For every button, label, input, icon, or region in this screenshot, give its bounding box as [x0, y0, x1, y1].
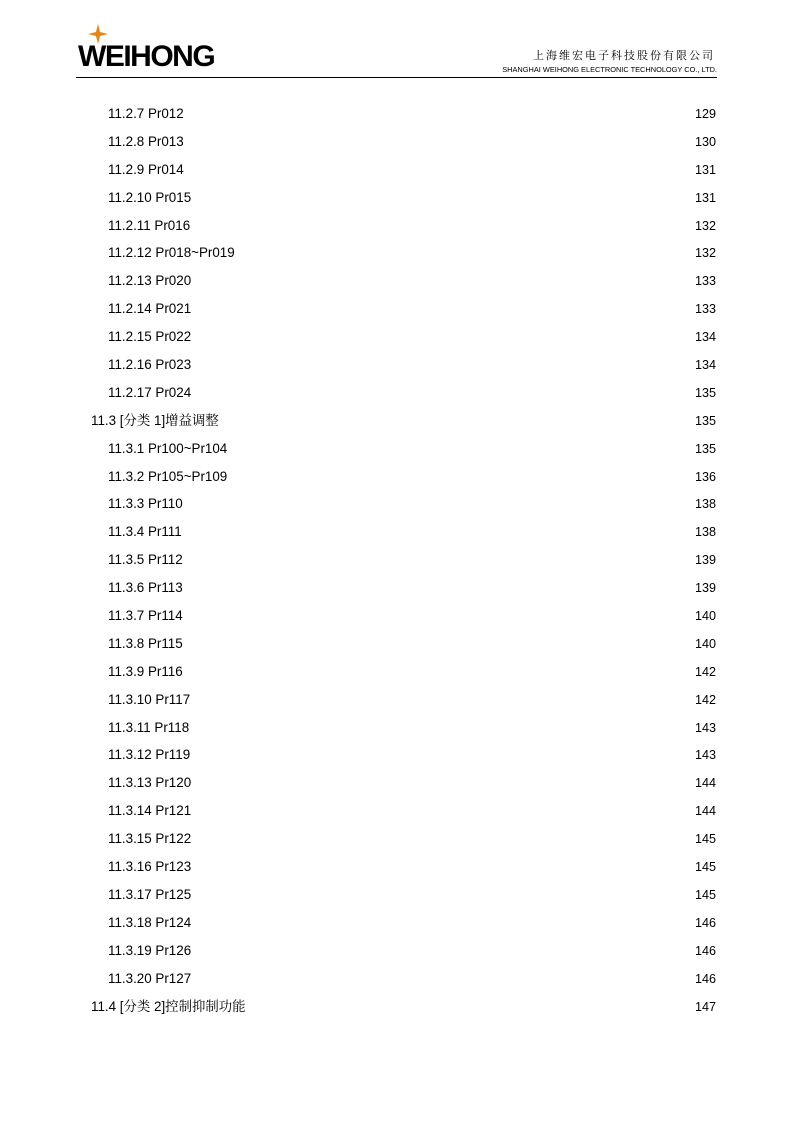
- toc-page-number: 146: [694, 971, 716, 986]
- toc-entry[interactable]: [0, 546, 793, 574]
- toc-dot-leader: [191, 703, 694, 704]
- toc-entry[interactable]: [0, 602, 793, 630]
- toc-entry-title: 11.3.12 Pr119: [108, 747, 191, 763]
- toc-entry[interactable]: [0, 267, 793, 295]
- toc-entry[interactable]: [0, 212, 793, 240]
- toc-entry[interactable]: [0, 686, 793, 714]
- toc-page-number: 144: [694, 804, 716, 819]
- toc-dot-leader: [184, 563, 694, 564]
- toc-entry-title: 11.3.5 Pr112: [108, 552, 183, 568]
- toc-dot-leader: [220, 424, 694, 425]
- toc-dot-leader: [184, 675, 694, 676]
- toc-page-number: 138: [694, 497, 716, 512]
- toc-dot-leader: [192, 284, 694, 285]
- toc-entry-title: 11.3.2 Pr105~Pr109: [108, 468, 228, 484]
- toc-page-number: 139: [694, 581, 716, 596]
- toc-entry[interactable]: [0, 407, 793, 435]
- toc-dot-leader: [192, 201, 694, 202]
- logo-text: WEIHONG: [78, 40, 215, 73]
- toc-entry[interactable]: [0, 825, 793, 853]
- company-name-en: SHANGHAI WEIHONG ELECTRONIC TECHNOLOGY CO., LTD.: [502, 65, 717, 74]
- toc-page-number: 145: [694, 832, 716, 847]
- toc-entry[interactable]: [0, 100, 793, 128]
- toc-entry-title: 11.3.6 Pr113: [108, 580, 183, 596]
- toc-dot-leader: [191, 758, 694, 759]
- toc-page-number: 132: [694, 246, 716, 261]
- toc-page-number: 145: [694, 860, 716, 875]
- toc-entry[interactable]: [0, 993, 793, 1021]
- toc-page-number: 133: [694, 302, 716, 317]
- toc-dot-leader: [192, 814, 694, 815]
- toc-entry-title: 11.2.13 Pr020: [108, 273, 192, 289]
- toc-entry-title: 11.2.15 Pr022: [108, 329, 192, 345]
- toc-entry-title: 11.3.18 Pr124: [108, 914, 192, 930]
- company-name-cn: 上海维宏电子科技股份有限公司: [533, 49, 715, 62]
- toc-entry[interactable]: [0, 295, 793, 323]
- toc-page-number: 138: [694, 525, 716, 540]
- page-header: [0, 0, 793, 80]
- toc-entry-title: 11.3.14 Pr121: [108, 803, 192, 819]
- toc-dot-leader: [184, 647, 694, 648]
- toc-entry[interactable]: [0, 965, 793, 993]
- toc-entry[interactable]: [0, 881, 793, 909]
- table-of-contents: [0, 100, 793, 1020]
- toc-entry-title: 11.3.19 Pr126: [108, 942, 192, 958]
- toc-entry-title: 11.3.3 Pr110: [108, 496, 183, 512]
- toc-page-number: 142: [694, 692, 716, 707]
- toc-page-number: 129: [694, 107, 716, 121]
- toc-dot-leader: [191, 229, 694, 230]
- toc-entry-title: 11.2.10 Pr015: [108, 189, 192, 205]
- toc-entry-title: 11.3.15 Pr122: [108, 831, 192, 847]
- toc-dot-leader: [192, 368, 694, 369]
- toc-entry[interactable]: [0, 239, 793, 267]
- toc-dot-leader: [192, 982, 694, 983]
- toc-entry-title: 11.2.8 Pr013: [108, 133, 184, 149]
- toc-entry-title: 11.2.16 Pr023: [108, 357, 192, 373]
- toc-dot-leader: [184, 591, 694, 592]
- toc-page-number: 146: [694, 915, 716, 930]
- toc-page-number: 145: [694, 887, 716, 902]
- toc-entry[interactable]: [0, 379, 793, 407]
- toc-entry[interactable]: [0, 797, 793, 825]
- toc-page-number: 135: [694, 413, 716, 428]
- toc-entry[interactable]: [0, 156, 793, 184]
- toc-entry-title: 11.3.10 Pr117: [108, 691, 191, 707]
- toc-dot-leader: [190, 731, 694, 732]
- toc-entry-title: 11.3.8 Pr115: [108, 635, 183, 651]
- toc-dot-leader: [192, 898, 694, 899]
- toc-dot-leader: [184, 619, 694, 620]
- toc-dot-leader: [228, 480, 694, 481]
- toc-entry-title: 11.3 [分类 1]增益调整: [91, 412, 219, 428]
- toc-entry[interactable]: [0, 463, 793, 491]
- toc-dot-leader: [192, 842, 694, 843]
- toc-dot-leader: [185, 117, 694, 118]
- toc-page-number: 139: [694, 553, 716, 568]
- toc-page-number: 143: [694, 720, 716, 735]
- toc-entry[interactable]: [0, 490, 793, 518]
- toc-entry-title: 11.2.17 Pr024: [108, 384, 192, 400]
- toc-entry-title: 11.3.1 Pr100~Pr104: [108, 440, 228, 456]
- toc-page-number: 131: [694, 162, 716, 177]
- toc-dot-leader: [192, 870, 694, 871]
- toc-entry[interactable]: [0, 128, 793, 156]
- toc-page-number: 132: [694, 218, 716, 233]
- toc-entry-title: 11.3.9 Pr116: [108, 663, 183, 679]
- header-divider: [76, 77, 717, 78]
- toc-entry[interactable]: [0, 323, 793, 351]
- toc-entry[interactable]: [0, 909, 793, 937]
- toc-page-number: 131: [694, 190, 716, 205]
- toc-dot-leader: [192, 954, 694, 955]
- toc-entry-title: 11.2.12 Pr018~Pr019: [108, 245, 235, 261]
- toc-entry-title: 11.3.17 Pr125: [108, 886, 192, 902]
- toc-entry-title: 11.2.7 Pr012: [108, 106, 184, 121]
- toc-dot-leader: [185, 145, 694, 146]
- toc-entry-title: 11.2.14 Pr021: [108, 301, 192, 317]
- toc-entry[interactable]: [0, 714, 793, 742]
- toc-entry-title: 11.2.9 Pr014: [108, 161, 184, 177]
- toc-entry[interactable]: [0, 630, 793, 658]
- toc-entry[interactable]: [0, 184, 793, 212]
- toc-entry[interactable]: [0, 351, 793, 379]
- toc-dot-leader: [192, 786, 694, 787]
- toc-page-number: 146: [694, 943, 716, 958]
- toc-entry[interactable]: [0, 574, 793, 602]
- toc-entry-title: 11.3.4 Pr111: [108, 524, 182, 540]
- toc-entry-title: 11.3.13 Pr120: [108, 775, 192, 791]
- toc-page-number: 136: [694, 469, 716, 484]
- toc-page-number: 130: [694, 134, 716, 149]
- company-logo: [78, 28, 215, 73]
- toc-entry[interactable]: [0, 853, 793, 881]
- toc-entry-title: 11.3.11 Pr118: [108, 719, 190, 735]
- toc-dot-leader: [192, 340, 694, 341]
- toc-dot-leader: [183, 535, 694, 536]
- toc-entry-title: 11.3.20 Pr127: [108, 970, 192, 986]
- toc-entry[interactable]: [0, 658, 793, 686]
- toc-dot-leader: [236, 256, 694, 257]
- toc-page-number: 144: [694, 776, 716, 791]
- toc-entry[interactable]: [0, 435, 793, 463]
- toc-page-number: 143: [694, 748, 716, 763]
- toc-page-number: 147: [694, 999, 716, 1014]
- toc-entry-title: 11.3.16 Pr123: [108, 859, 192, 875]
- toc-page-number: 134: [694, 358, 716, 373]
- toc-page-number: 135: [694, 385, 716, 400]
- toc-entry-title: 11.2.11 Pr016: [108, 217, 191, 233]
- toc-page-number: 142: [694, 664, 716, 679]
- toc-dot-leader: [192, 312, 694, 313]
- toc-page-number: 140: [694, 609, 716, 624]
- toc-page-number: 140: [694, 636, 716, 651]
- toc-entry[interactable]: [0, 937, 793, 965]
- toc-dot-leader: [247, 1010, 694, 1011]
- toc-dot-leader: [185, 173, 694, 174]
- toc-entry[interactable]: [0, 769, 793, 797]
- toc-dot-leader: [192, 926, 694, 927]
- toc-entry[interactable]: [0, 741, 793, 769]
- toc-dot-leader: [228, 452, 694, 453]
- toc-dot-leader: [192, 396, 694, 397]
- toc-page-number: 133: [694, 274, 716, 289]
- toc-entry[interactable]: [0, 518, 793, 546]
- toc-page-number: 134: [694, 330, 716, 345]
- toc-entry-title: 11.4 [分类 2]控制抑制功能: [91, 998, 246, 1014]
- toc-dot-leader: [184, 507, 694, 508]
- toc-entry-title: 11.3.7 Pr114: [108, 608, 183, 624]
- toc-page-number: 135: [694, 441, 716, 456]
